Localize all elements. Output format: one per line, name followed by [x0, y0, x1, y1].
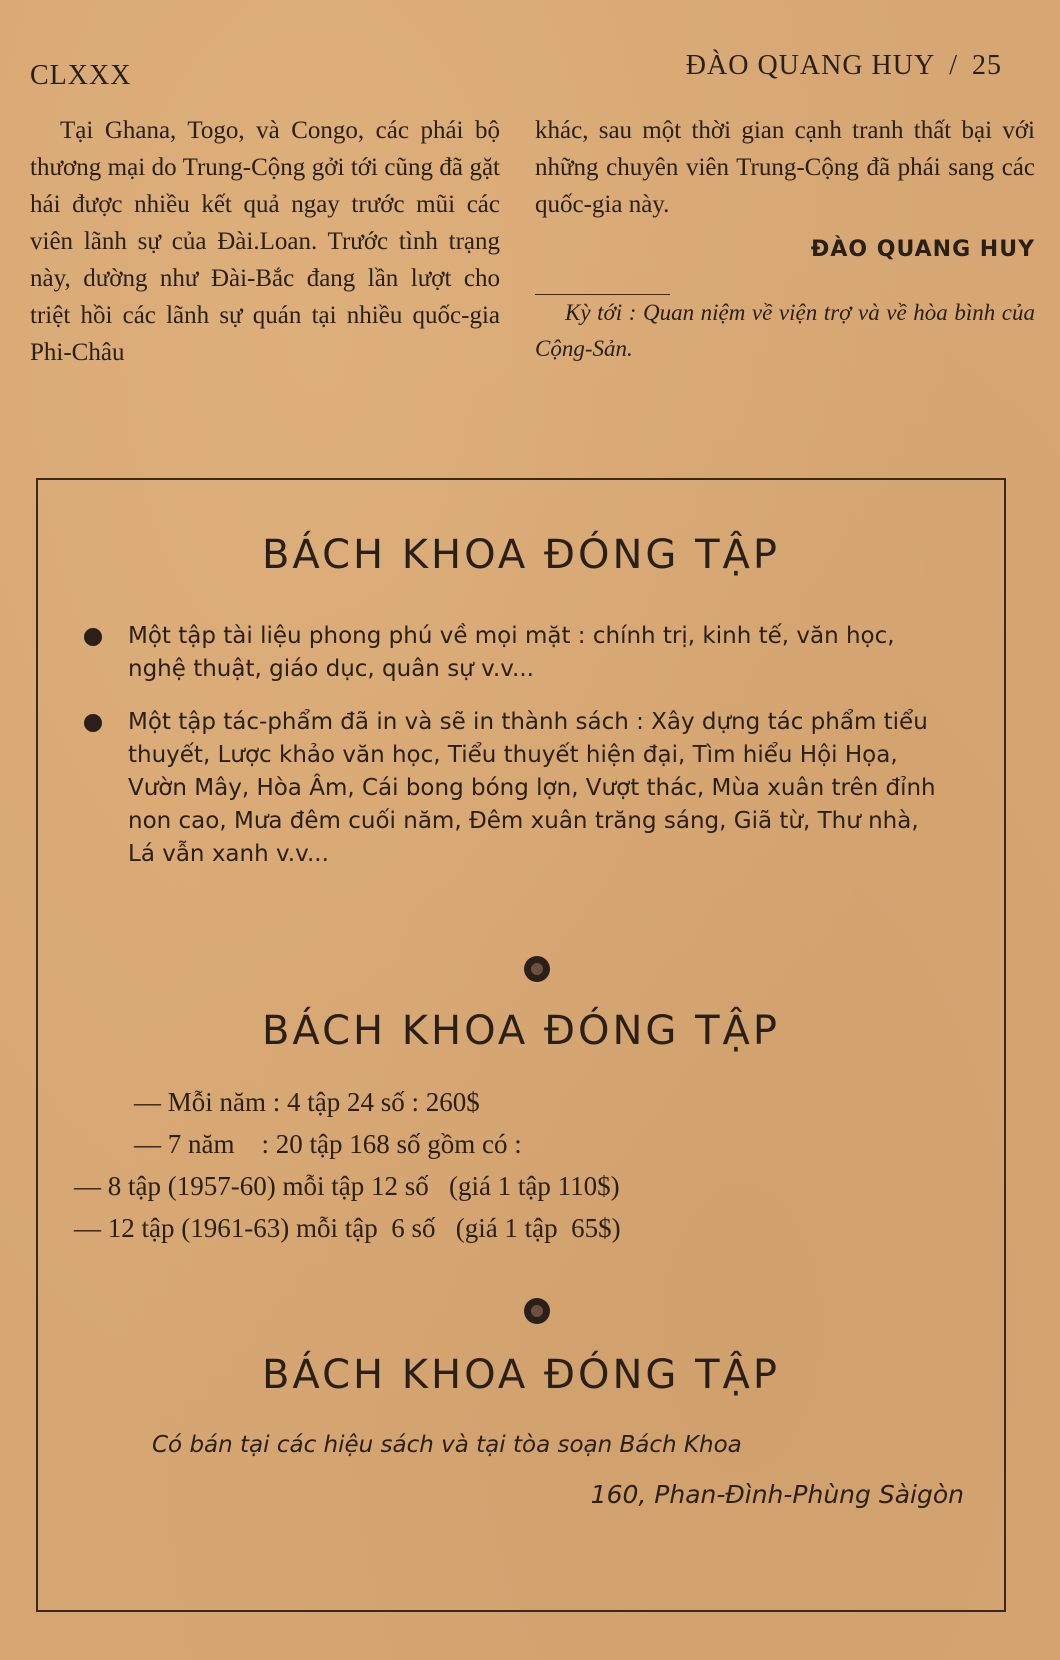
- advert-bullet-2: [84, 706, 944, 871]
- next-issue-note: Kỳ tới : Quan niệm về viện trợ và về hòa bình của Cộng-Sản.: [535, 300, 1035, 361]
- bullet-icon: [84, 628, 102, 646]
- article-left-column: [30, 112, 500, 371]
- availability-note: Có bán tại các hiệu sách và tại tòa soạn Bách Khoa: [152, 1432, 742, 1458]
- header-right: [686, 50, 1002, 82]
- advert-heading-2: BÁCH KHOA ĐÓNG TẬP: [261, 1008, 781, 1054]
- advert-heading-3: BÁCH KHOA ĐÓNG TẬP: [261, 1352, 781, 1398]
- ornament-icon: [524, 1298, 550, 1324]
- page-number: 25: [972, 50, 1002, 81]
- header-separator: /: [949, 50, 958, 81]
- article-right-column: [535, 112, 1035, 367]
- article-paragraph-right: khác, sau một thời gian cạnh tranh thất bại với những chuyên viên Trung-Cộng đã phái sang các quốc-gia này.: [535, 117, 1035, 218]
- advert-heading-1: BÁCH KHOA ĐÓNG TẬP: [261, 532, 781, 578]
- publisher-address: 160, Phan-Đình-Phùng Sàigòn: [590, 1480, 964, 1509]
- advert-bullet-1: [84, 620, 944, 686]
- pricing-line: — Mỗi năm : 4 tập 24 số : 260$: [134, 1087, 480, 1117]
- section-numeral: CLXXX: [30, 60, 132, 91]
- pricing-line: — 7 năm : 20 tập 168 số gồm có :: [134, 1129, 522, 1159]
- article-paragraph-left: Tại Ghana, Togo, và Congo, các phái bộ thương mại do Trung-Cộng gởi tới cũng đã gặt hái được nhiều kết quả ngay trước mũi các viên lãnh sự của Đài.Loan. Trước tình trạng này, dường như Đài-Bắc đang lần lượt cho triệt hồi các lãnh sự quán tại nhiều quốc-gia Phi-Châu: [30, 117, 500, 366]
- running-header: [30, 50, 1002, 90]
- bullet-icon: [84, 714, 102, 732]
- pricing-line: — 8 tập (1957-60) mỗi tập 12 số (giá 1 tập 110$): [74, 1171, 620, 1201]
- author-signature: ĐÀO QUANG HUY: [810, 237, 1035, 262]
- pricing-line: — 12 tập (1961-63) mỗi tập 6 số (giá 1 tập 65$): [74, 1213, 621, 1243]
- header-author: ĐÀO QUANG HUY: [685, 50, 936, 81]
- bullet-text: Một tập tài liệu phong phú về mọi mặt : chính trị, kinh tế, văn học, nghệ thuật, giáo dục, quân sự v.v...: [128, 623, 895, 682]
- advert-box: [36, 478, 1006, 1612]
- bullet-text: Một tập tác-phẩm đã in và sẽ in thành sách : Xây dựng tác phẩm tiểu thuyết, Lược khảo văn học, Tiểu thuyết hiện đại, Tìm hiểu Hội Họa, Vườn Mây, Hòa Âm, Cái bong bóng lợn, Vượt thác, Mùa xuân trên đỉnh non cao, Mưa đêm cuối năm, Đêm xuân trăng sáng, Giã từ, Thư nhà, Lá vẫn xanh v.v...: [128, 709, 936, 867]
- article-body: [30, 112, 1035, 412]
- ornament-icon: [524, 956, 550, 982]
